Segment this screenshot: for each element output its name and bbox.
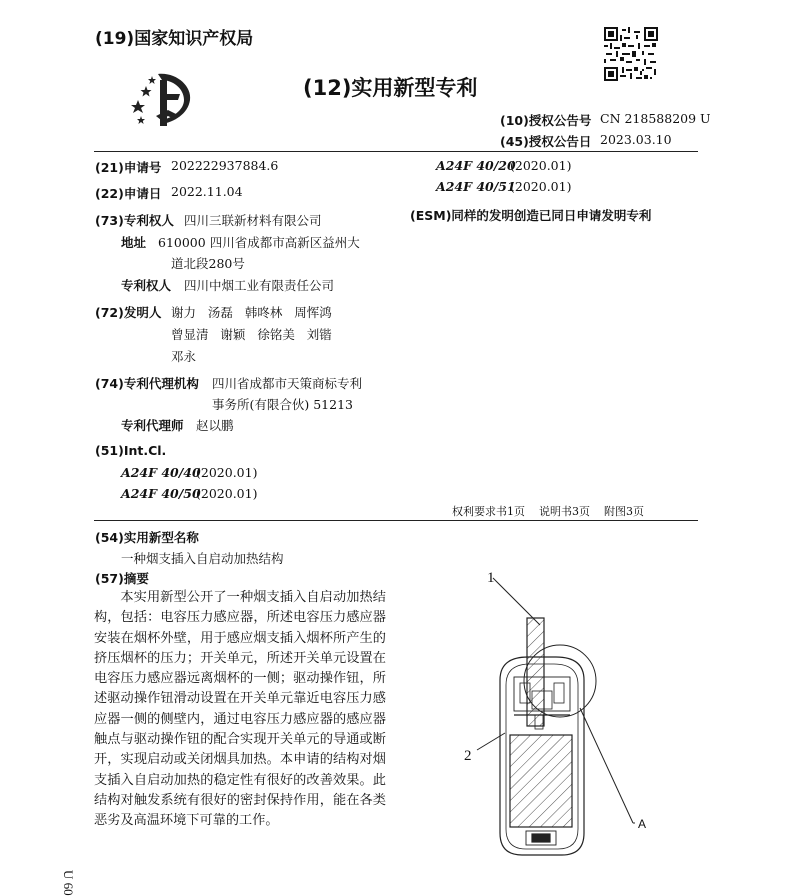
inventor-line2: 曾显清 谢颖 徐铭美 刘锴 (171, 327, 332, 342)
patentee2: 四川中烟工业有限责任公司 (184, 278, 335, 293)
office-name: (19)国家知识产权局 (95, 29, 254, 49)
patentee-label: (73)专利权人 (95, 213, 174, 228)
address-line2: 道北段280号 (171, 256, 245, 271)
intcl1-code: A24F 40/40 (121, 465, 201, 480)
app-no-label: (21)申请号 (95, 160, 162, 175)
page-counts: 权利要求书1页 说明书3页 附图3页 (452, 505, 644, 518)
agency-line1: 四川省成都市天策商标专利 (212, 376, 363, 391)
address-label: 地址 (121, 235, 147, 250)
patentee2-label: 专利权人 (121, 278, 172, 293)
section-rule (94, 520, 698, 521)
right-cl1-code: A24F 40/20 (436, 158, 516, 173)
abstract-text-block (94, 588, 386, 832)
inventor-label: (72)发明人 (95, 305, 162, 320)
intcl2-code: A24F 40/50 (121, 486, 201, 501)
header-rule (94, 151, 698, 152)
cnipa-emblem-logo (128, 70, 196, 130)
abstract-label: (57)摘要 (95, 571, 149, 586)
agent-label: 专利代理师 (121, 418, 184, 433)
address-line1: 610000 四川省成都市高新区益州大 (158, 235, 360, 250)
figure-label-a: A (638, 817, 647, 831)
esm-note: (ESM)同样的发明创造已同日申请发明专利 (410, 208, 652, 223)
app-date-label: (22)申请日 (95, 186, 162, 201)
pub-no: CN 218588209 U (600, 111, 711, 126)
figure-label-2: 2 (464, 748, 472, 764)
pub-no-label: (10)授权公告号 (500, 113, 592, 128)
inventor-line3: 邓永 (171, 349, 197, 364)
pub-date-label: (45)授权公告日 (500, 134, 592, 149)
document-type: (12)实用新型专利 (303, 76, 478, 100)
qr-code (604, 27, 658, 81)
pub-date: 2023.03.10 (600, 132, 672, 147)
app-date: 2022.11.04 (171, 184, 243, 199)
agency-line2: 事务所(有限合伙) 51213 (212, 397, 353, 412)
agent: 赵以鹏 (196, 418, 234, 433)
right-cl2-code: A24F 40/51 (436, 179, 516, 194)
patent-figure (440, 565, 670, 865)
inventor-line1: 谢力 汤磊 韩咚林 周恽鸿 (171, 305, 332, 320)
intcl-label: (51)Int.Cl. (95, 443, 167, 458)
abstract-text: 本实用新型公开了一种烟支插入自启动加热结构，包括：电容压力感应器，所述电容压力感应器安装在烟杯外壁，用于感应烟支插入烟杯所产生的挤压烟杯的压力；开关单元，所述开关单元设置在电容压力感应器远离烟杯的一侧；驱动操作钮，所述驱动操作钮滑动设置在开关单元靠近电容压力感应器一侧的侧壁内，通过电容压力感应器的感应器触点与驱动操作钮的配合实现开关单元的导通或断开，实现启动或关闭烟具加热。本申请的结构对烟支插入自启动加热的稳定性有很好的改善效果。此结构对触发系统有很好的密封保持作用，能在各类恶劣及高温环境下可靠的工作。 (94, 590, 386, 829)
figure-label-1: 1 (487, 570, 495, 586)
intcl2-year: (2020.01) (196, 486, 258, 501)
patentee: 四川三联新材料有限公司 (184, 213, 322, 228)
side-code: U 60 (61, 870, 76, 896)
agency-label: (74)专利代理机构 (95, 376, 199, 391)
intcl1-year: (2020.01) (196, 465, 258, 480)
right-cl2-year: (2020.01) (510, 179, 572, 194)
right-cl1-year: (2020.01) (510, 158, 572, 173)
title-label: (54)实用新型名称 (95, 530, 199, 545)
utility-model-title: 一种烟支插入自启动加热结构 (121, 551, 284, 566)
app-no: 202222937884.6 (171, 158, 279, 173)
